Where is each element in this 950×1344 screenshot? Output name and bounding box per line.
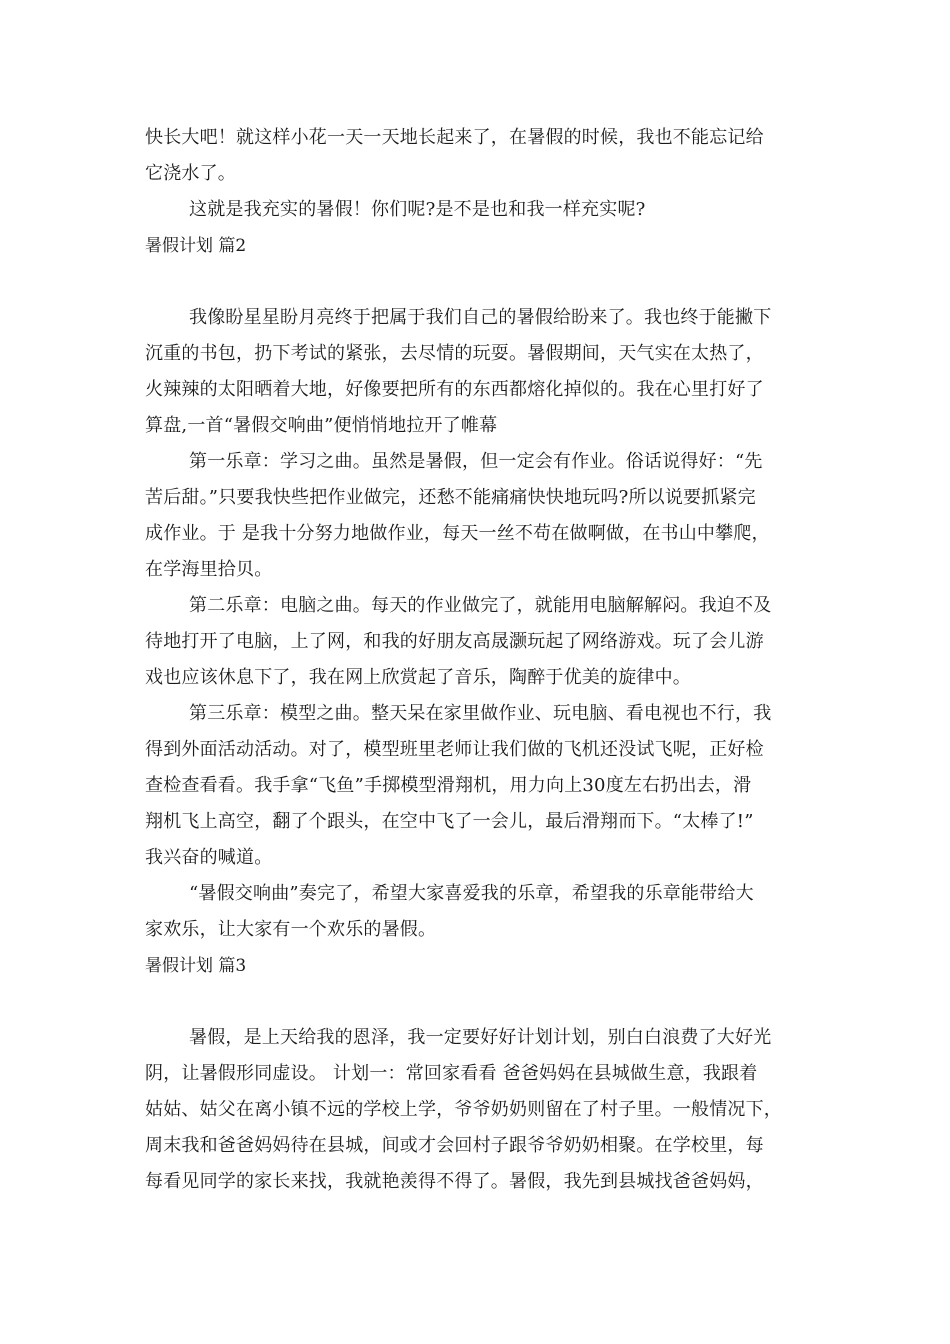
paragraph-line: 每看见同学的家长来找，我就艳羡得不得了。暑假，我先到县城找爸爸妈妈， [145, 1171, 764, 1192]
paragraph-line: 戏也应该休息下了，我在网上欣赏起了音乐，陶醉于优美的旋律中。 [145, 667, 691, 688]
paragraph-first-line: 暑假，是上天给我的恩泽，我一定要好好计划计划，别白白浪费了大好光 [189, 1027, 772, 1048]
paragraph-line: 苦后甜。”只要我快些把作业做完，还愁不能痛痛快快地玩吗?所以说要抓紧完 [145, 487, 756, 508]
paragraph-line: 待地打开了电脑，上了网，和我的好朋友高晟灏玩起了网络游戏。玩了会儿游 [145, 631, 764, 652]
paragraph-first-line: “暑假交响曲”奏完了，希望大家喜爱我的乐章，希望我的乐章能带给大 [189, 883, 754, 904]
paragraph-line: 阴，让暑假形同虚设。 计划一：常回家看看 爸爸妈妈在县城做生意，我跟着 [145, 1063, 758, 1084]
section-heading: 暑假计划 篇3 [145, 956, 247, 976]
document-body [145, 120, 810, 1200]
paragraph-first-line: 这就是我充实的暑假！你们呢?是不是也和我一样充实呢? [189, 199, 646, 220]
paragraph-line: 火辣辣的太阳晒着大地，好像要把所有的东西都熔化掉似的。我在心里打好了 [145, 379, 764, 400]
section-heading: 暑假计划 篇2 [145, 236, 247, 256]
paragraph-line: 快长大吧！就这样小花一天一天地长起来了，在暑假的时候，我也不能忘记给 [145, 127, 764, 148]
paragraph-line: 查检查看看。我手拿“飞鱼”手掷模型滑翔机，用力向上30度左右扔出去，滑 [145, 775, 752, 796]
paragraph-line: 它浇水了。 [145, 163, 236, 184]
paragraph-first-line: 第一乐章：学习之曲。虽然是暑假，但一定会有作业。俗话说得好：“先 [189, 451, 763, 472]
paragraph-line: 算盘,一首“暑假交响曲”便悄悄地拉开了帷幕 [145, 415, 498, 436]
paragraph-first-line: 第三乐章：模型之曲。整天呆在家里做作业、玩电脑、看电视也不行，我 [189, 703, 772, 724]
paragraph-gap [145, 264, 810, 300]
paragraph-line: 姑姑、姑父在离小镇不远的学校上学，爷爷奶奶则留在了村子里。一般情况下， [145, 1099, 782, 1120]
paragraph-first-line: 第二乐章：电脑之曲。每天的作业做完了，就能用电脑解解闷。我迫不及 [189, 595, 772, 616]
paragraph-first-line: 我像盼星星盼月亮终于把属于我们自己的暑假给盼来了。我也终于能撇下 [189, 307, 772, 328]
paragraph-line: 我兴奋的喊道。 [145, 847, 273, 868]
paragraph-line: 得到外面活动活动。对了，模型班里老师让我们做的飞机还没试飞呢，正好检 [145, 739, 764, 760]
paragraph-line: 家欢乐，让大家有一个欢乐的暑假。 [145, 919, 437, 940]
paragraph-line: 在学海里拾贝。 [145, 559, 273, 580]
paragraph-line: 成作业。于 是我十分努力地做作业，每天一丝不苟在做啊做，在书山中攀爬， [145, 523, 770, 544]
paragraph-line: 周末我和爸爸妈妈待在县城，间或才会回村子跟爷爷奶奶相聚。在学校里，每 [145, 1135, 764, 1156]
paragraph-line: 翔机飞上高空，翻了个跟头，在空中飞了一会儿，最后滑翔而下。“太棒了!” [145, 811, 754, 832]
paragraph-gap [145, 984, 810, 1020]
paragraph-line: 沉重的书包，扔下考试的紧张，去尽情的玩耍。暑假期间，天气实在太热了， [145, 343, 764, 364]
